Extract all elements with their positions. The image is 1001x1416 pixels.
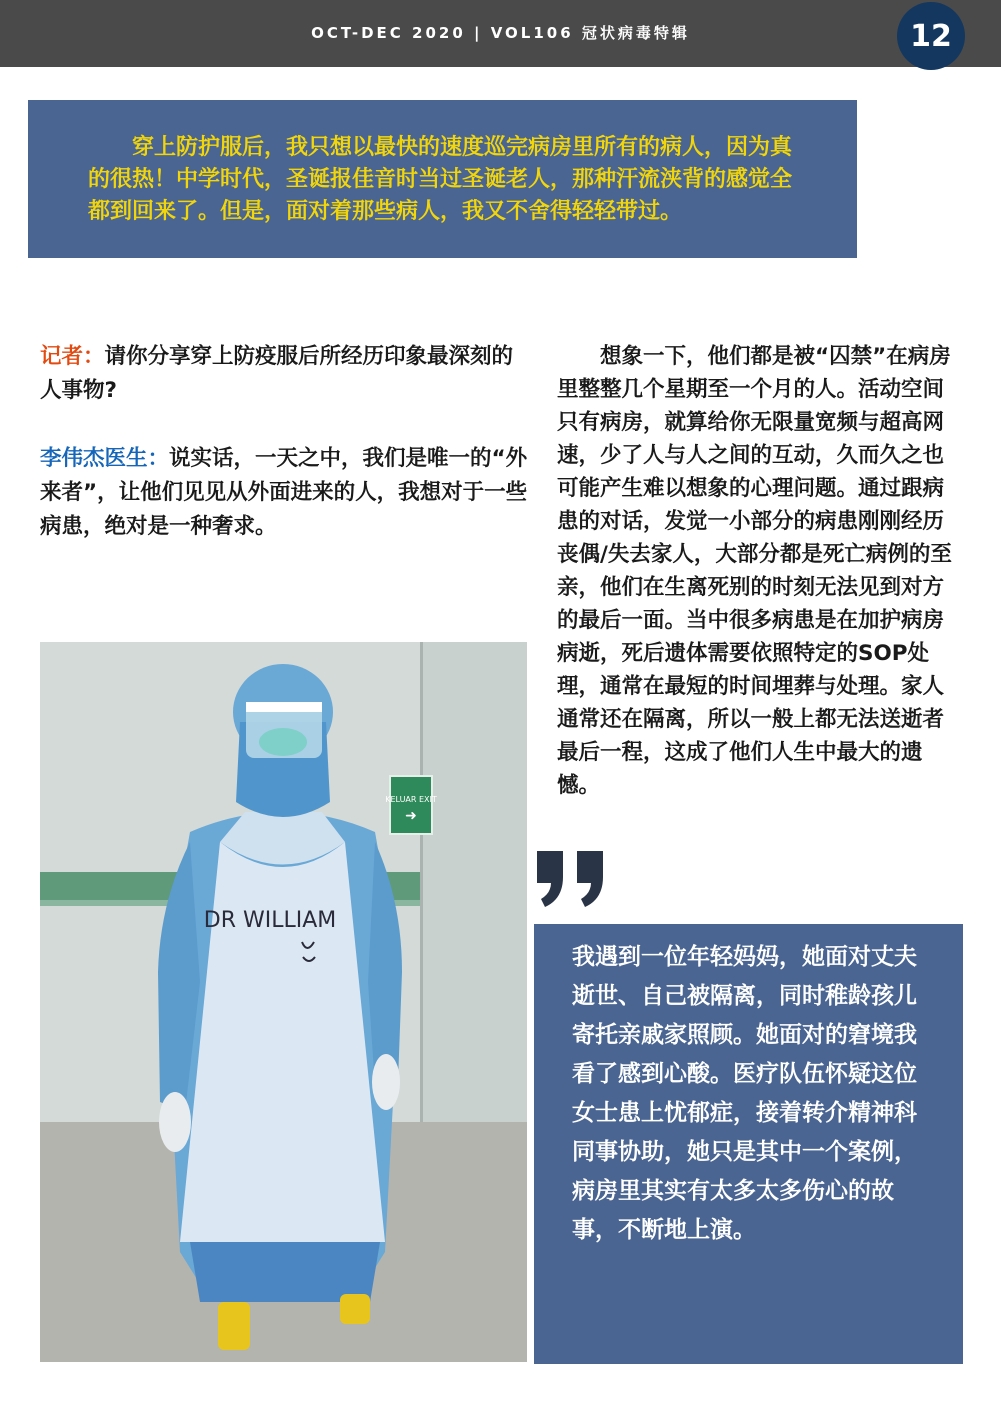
doctor-in-ppe-illustration xyxy=(40,642,527,1362)
pull-quote-top xyxy=(28,100,857,258)
interview-section xyxy=(40,340,530,578)
reporter-label: 记者： xyxy=(40,344,105,369)
svg-text:➜: ➜ xyxy=(405,808,417,824)
right-column-text: 想象一下，他们都是被“囚禁”在病房里整整几个星期至一个月的人。活动空间只有病房，就算给你无限量宽频与超高网速，少了人与人之间的互动，久而久之也可能产生难以想象的心理问题。通过跟病患的对话，发觉一小部分的病患刚刚经历丧偶/失去家人，大部分都是死亡病例的至亲，他们在生离死别的时刻无法见到对方的最后一面。当中很多病患是在加护病房病逝，死后遗体需要依照特定的SOP处理，通常在最短的时间埋葬与处理。家人通常还在隔离，所以一般上都无法送逝者最后一程，这成了他们人生中最大的遗憾。 xyxy=(557,344,952,798)
doctor-answer xyxy=(40,442,530,544)
right-column xyxy=(557,340,957,802)
exit-sign xyxy=(385,776,437,834)
pull-quote-bottom-text: 我遇到一位年轻妈妈，她面对丈夫逝世、自己被隔离，同时稚龄孩儿寄托亲戚家照顾。她面对的窘境我看了感到心酸。医疗队伍怀疑这位女士患上忧郁症，接着转介精神科同事协助，她只是其中一个案例，病房里其实有太多太多伤心的故事，不断地上演。 xyxy=(572,944,917,1243)
doctor-photo xyxy=(40,642,527,1362)
doctor-label: 李伟杰医生： xyxy=(40,446,170,471)
apron-name: DR WILLIAM xyxy=(203,908,337,933)
reporter-question-text: 请你分享穿上防疫服后所经历印象最深刻的人事物? xyxy=(40,344,514,403)
quote-mark-icon xyxy=(533,843,613,913)
issue-info: OCT-DEC 2020 | VOL106 冠状病毒特辑 xyxy=(311,24,690,42)
pull-quote-top-text: 穿上防护服后，我只想以最快的速度巡完病房里所有的病人，因为真的很热！中学时代，圣诞报佳音时当过圣诞老人，那种汗流浃背的感觉全都到回来了。但是，面对着那些病人，我又不舍得轻轻带过。 xyxy=(88,135,793,224)
pull-quote-bottom xyxy=(534,924,963,1364)
doctor-answer-text: 说实话，一天之中，我们是唯一的“外来者”，让他们见见从外面进来的人，我想对于一些病患，绝对是一种奢求。 xyxy=(40,446,528,539)
exit-sign-text: KELUAR EXIT xyxy=(385,795,437,804)
page-header xyxy=(0,0,1001,67)
reporter-question xyxy=(40,340,530,408)
page-number-badge: 12 xyxy=(897,2,965,70)
